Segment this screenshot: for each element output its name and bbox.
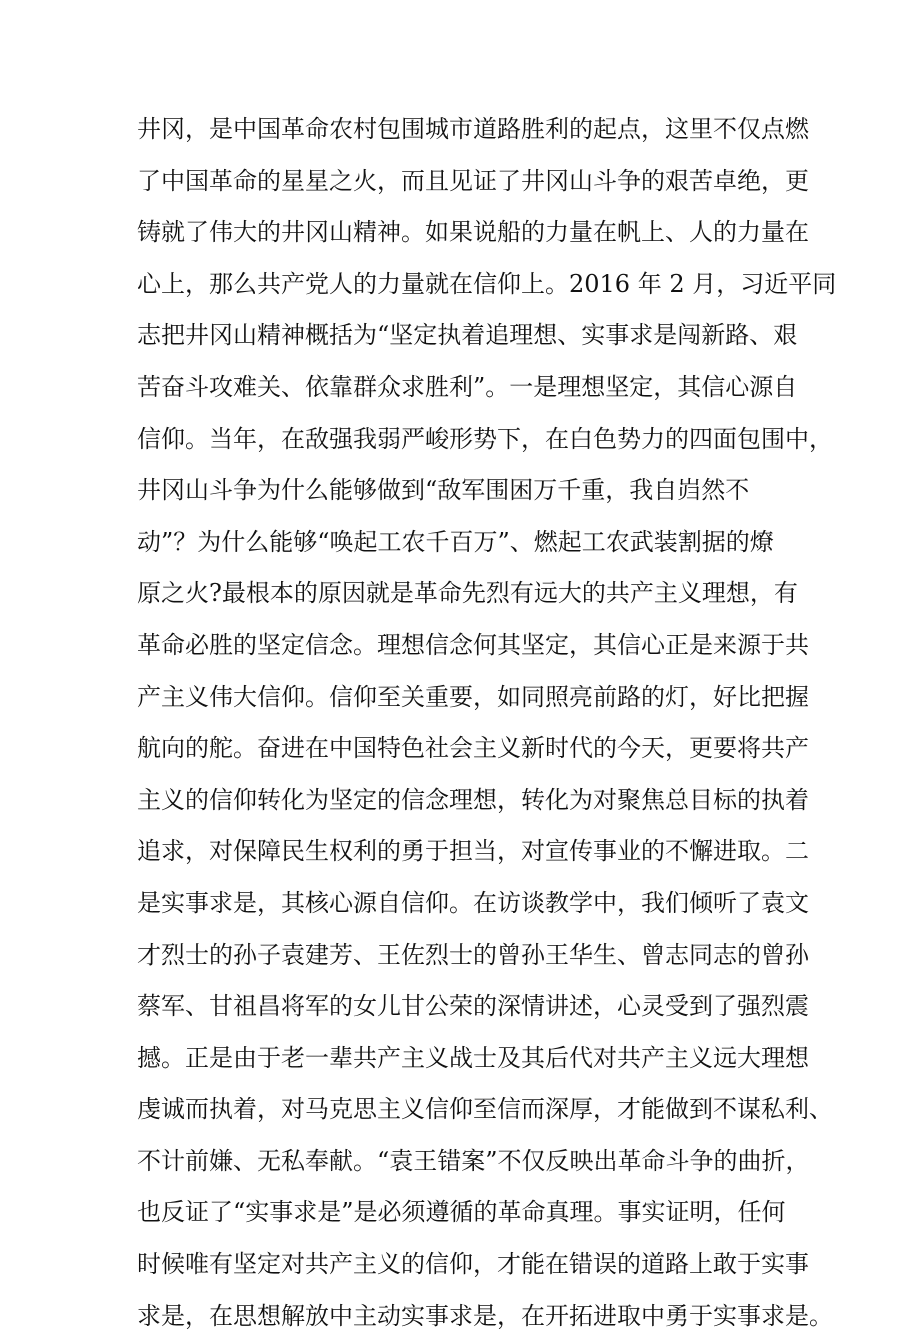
text-line: 蔡军、甘祖昌将军的女儿甘公荣的深情讲述，心灵受到了强烈震 xyxy=(137,992,809,1021)
text-line: 也反证了“实事求是”是必须遵循的革命真理。事实证明，任何 xyxy=(137,1198,786,1227)
text-line: 求是，在思想解放中主动实事求是，在开拓进取中勇于实事求是。 xyxy=(137,1301,833,1330)
text-line: 时候唯有坚定对共产主义的信仰，才能在错误的道路上敢于实事 xyxy=(137,1250,809,1279)
text-line: 动”？为什么能够“唤起工农千百万”、燃起工农武装割据的燎 xyxy=(137,527,774,556)
text-line: 撼。正是由于老一辈共产主义战士及其后代对共产主义远大理想 xyxy=(137,1043,809,1072)
text-line: 了中国革命的星星之火，而且见证了井冈山斗争的艰苦卓绝，更 xyxy=(137,166,809,195)
text-line: 原之火?最根本的原因就是革命先烈有远大的共产主义理想，有 xyxy=(137,579,798,608)
text-line: 信仰。当年，在敌强我弱严峻形势下，在白色势力的四面包围中， xyxy=(137,424,833,453)
text-line: 是实事求是，其核心源自信仰。在访谈教学中，我们倾听了袁文 xyxy=(137,888,809,917)
text-line: 航向的舵。奋进在中国特色社会主义新时代的今天，更要将共产 xyxy=(137,734,809,763)
text-line: 志把井冈山精神概括为“坚定执着追理想、实事求是闯新路、艰 xyxy=(137,321,798,350)
text-line: 才烈士的孙子袁建芳、王佐烈士的曾孙王华生、曾志同志的曾孙 xyxy=(137,940,809,969)
text-line: 革命必胜的坚定信念。理想信念何其坚定，其信心正是来源于共 xyxy=(137,630,809,659)
text-line: 铸就了伟大的井冈山精神。如果说船的力量在帆上、人的力量在 xyxy=(137,218,809,247)
text-line: 主义的信仰转化为坚定的信念理想，转化为对聚焦总目标的执着 xyxy=(137,785,809,814)
text-line: 产主义伟大信仰。信仰至关重要，如同照亮前路的灯，好比把握 xyxy=(137,682,809,711)
body-paragraph xyxy=(137,104,837,1342)
text-line: 虔诚而执着，对马克思主义信仰至信而深厚，才能做到不谋私利、 xyxy=(137,1095,833,1124)
text-line: 井冈山斗争为什么能够做到“敌军围困万千重，我自岿然不 xyxy=(137,476,750,505)
text-line: 井冈，是中国革命农村包围城市道路胜利的起点，这里不仅点燃 xyxy=(137,115,809,143)
text-line: 追求，对保障民生权利的勇于担当，对宣传事业的不懈进取。二 xyxy=(137,837,809,866)
text-line: 苦奋斗攻难关、依靠群众求胜利”。一是理想坚定，其信心源自 xyxy=(137,372,798,401)
text-line: 不计前嫌、无私奉献。“袁王错案”不仅反映出革命斗争的曲折， xyxy=(137,1146,810,1175)
text-line: 心上，那么共产党人的力量就在信仰上。2016 年 2 月，习近平同 xyxy=(137,269,837,298)
